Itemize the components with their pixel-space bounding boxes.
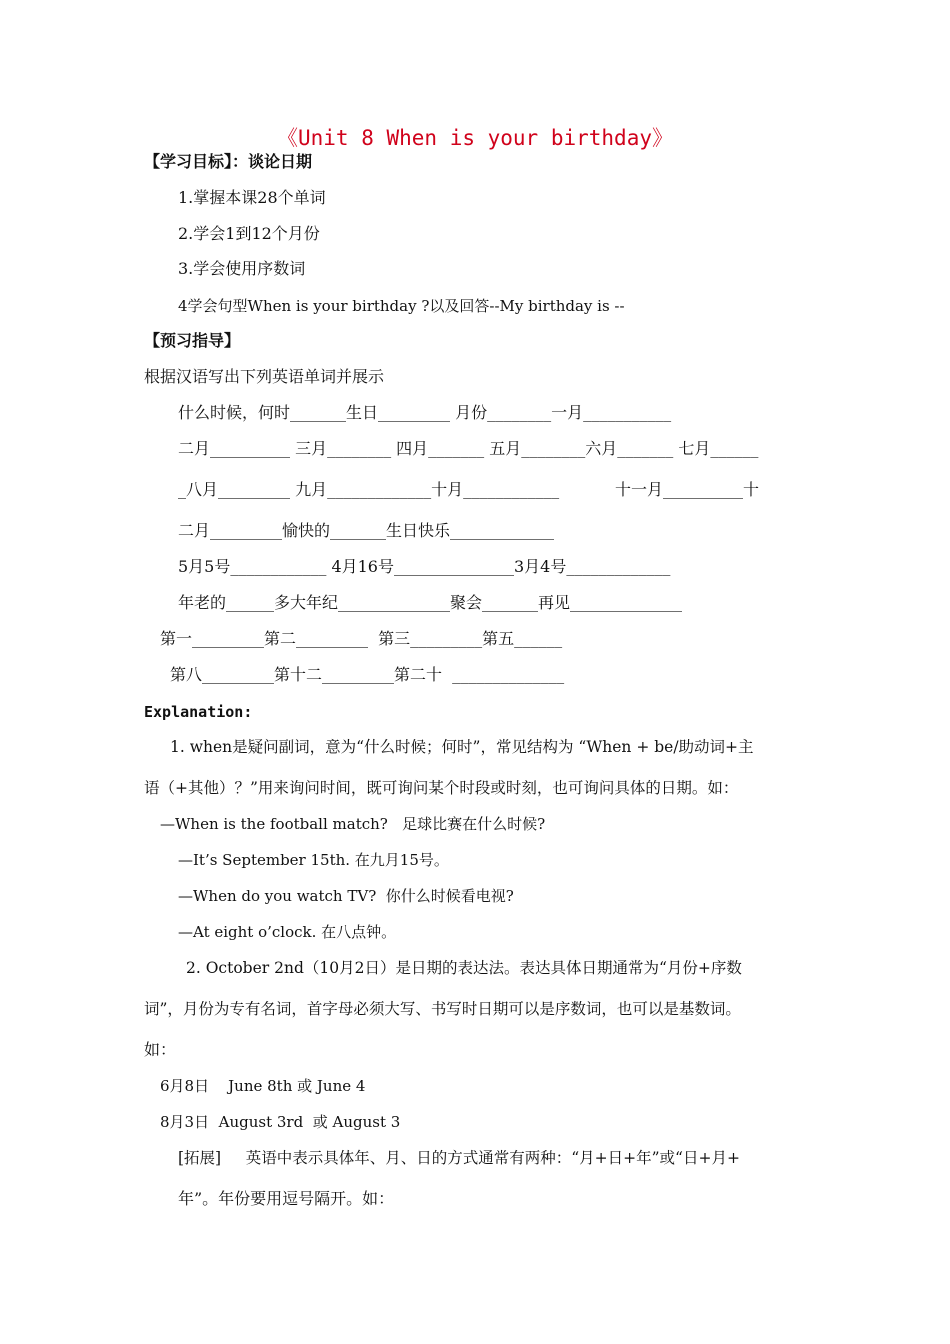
guide-instruction: 根据汉语写出下列英语单词并展示 — [144, 367, 385, 386]
goal-item: 4学会句型When is your birthday ?以及回答--My birthday is -- — [178, 297, 625, 315]
explanation-line: 1. when是疑问副词，意为“什么时候；何时”，常见结构为 “When + be/助动词+主 — [170, 738, 754, 756]
vocab-row: 第一_________第二_________ 第三_________第五______ — [160, 629, 563, 648]
vocab-row: _八月_________ 九月_____________十月____________ 十一月__________十 — [178, 480, 760, 499]
explanation-line: —When is the football match? 足球比赛在什么时候? — [160, 815, 546, 833]
explanation-line: —It’s September 15th. 在九月15号。 — [178, 851, 449, 869]
guide-heading: 【预习指导】 — [144, 331, 241, 350]
explanation-line: —At eight o’clock. 在八点钟。 — [178, 923, 397, 941]
explanation-heading: Explanation: — [144, 703, 253, 721]
goal-item: 3.学会使用序数词 — [178, 259, 306, 278]
goals-heading: 【学习目标】：谈论日期 — [144, 152, 313, 171]
explanation-line: —When do you watch TV? 你什么时候看电视? — [178, 887, 514, 905]
explanation-line: 语（+其他）？”用来询问时间，既可询问某个时段或时刻，也可询问具体的日期。如： — [144, 779, 739, 797]
vocab-row: 二月__________ 三月________ 四月_______ 五月________六月_______ 七月______ — [178, 439, 759, 458]
vocab-row: 二月_________愉快的_______生日快乐_____________ — [178, 521, 555, 540]
goal-item: 1.掌握本课28个单词 — [178, 188, 326, 207]
vocab-row: 5月5号____________ 4月16号_______________3月4号_____________ — [178, 557, 671, 576]
vocab-row: 什么时候，何时_______生日_________ 月份________一月___________ — [178, 403, 672, 422]
goal-item: 2.学会1到12个月份 — [178, 224, 320, 243]
vocab-row: 第八_________第十二_________第二十 ______________ — [170, 665, 565, 684]
document-title: 《Unit 8 When is your birthday》 — [276, 126, 673, 150]
vocab-row: 年老的______多大年纪______________聚会_______再见______________ — [178, 593, 683, 612]
explanation-line: 2. October 2nd（10月2日）是日期的表达法。表达具体日期通常为“月份+序数 — [186, 959, 742, 977]
explanation-line: 年”。年份要用逗号隔开。如： — [178, 1189, 395, 1208]
explanation-line: 6月8日 June 8th 或 June 4 — [160, 1077, 366, 1095]
explanation-line: [拓展] 英语中表示具体年、月、日的方式通常有两种：“月+日+年”或“日+月+ — [178, 1149, 740, 1167]
explanation-line: 8月3日 August 3rd 或 August 3 — [160, 1113, 401, 1131]
explanation-line: 词”，月份为专有名词，首字母必须大写、书写时日期可以是序数词，也可以是基数词。 — [144, 1000, 741, 1018]
explanation-line: 如： — [144, 1040, 177, 1059]
